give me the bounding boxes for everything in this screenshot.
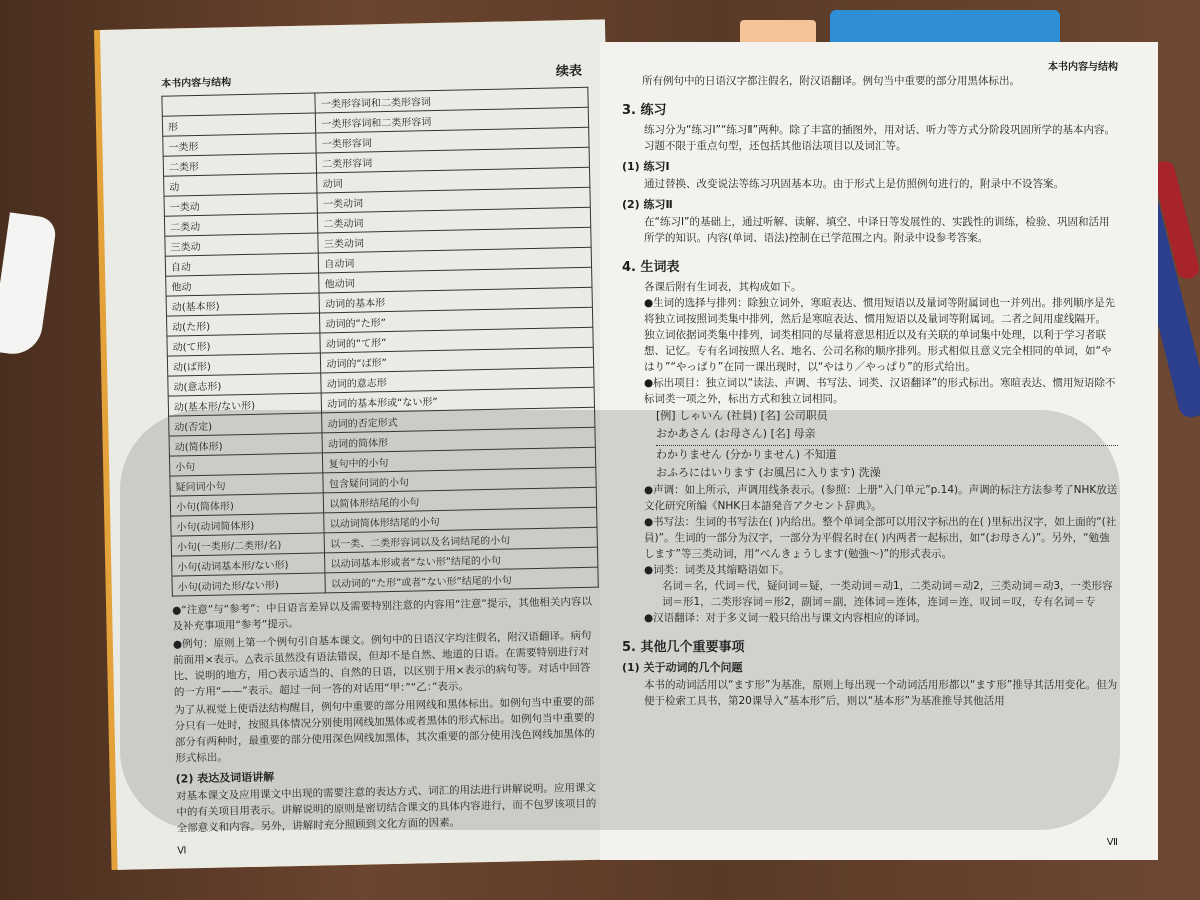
- meaning-cell: 动词的基本形: [319, 287, 592, 313]
- left-page-number: Ⅵ: [177, 845, 187, 857]
- meaning-cell: 以动词简体形结尾的小句: [324, 507, 597, 533]
- abbr-cell: 疑问词小句: [170, 473, 324, 496]
- section-4-title: 4. 生词表: [622, 260, 680, 275]
- abbr-cell: 他动: [166, 273, 320, 296]
- meaning-cell: 动词的基本形或“ない形”: [322, 387, 595, 413]
- meaning-cell: 动词的“た形”: [320, 307, 593, 333]
- example-2: おかあさん (お母さん) [名] 母亲: [656, 427, 816, 440]
- meaning-cell: 一类动词: [317, 187, 590, 213]
- bullet-selection: ●生词的选择与排列：除独立词外，寒暄表达、惯用短语以及量词等附属词也一并列出。排列顺序是先将独立词按照词类集中排列，然后是寒暄表达、惯用短语以及量词等附属词。二者之间用虚线隔开。: [644, 297, 1116, 325]
- abbr-cell: 动(否定): [169, 413, 323, 436]
- sticky-tabs-blue: [830, 10, 1060, 42]
- abbr-cell: 形: [162, 113, 316, 136]
- meaning-cell: 二类动词: [318, 207, 591, 233]
- abbr-cell: 动(基本形): [166, 293, 320, 316]
- abbr-cell: 小句(动词简体形): [171, 513, 325, 536]
- abbr-cell: 动(意志形): [168, 373, 322, 396]
- abbr-cell: 二类形: [163, 153, 317, 176]
- abbr-cell: 自动: [165, 253, 319, 276]
- bullet-translation: ●汉语翻译：对于多义词一般只给出与课文内容相应的译词。: [644, 612, 927, 624]
- example-4: おふろにはいります (お風呂に入ります) 洗澡: [656, 466, 881, 479]
- bullet-pos: ●词类：词类及其缩略语如下。: [644, 564, 790, 576]
- meaning-cell: 二类形容词: [316, 147, 589, 173]
- meaning-cell: 动词的否定形式: [322, 407, 595, 433]
- meaning-cell: 一类形容词和二类形容词: [315, 87, 588, 113]
- abbr-cell: 动(简体形): [169, 433, 323, 456]
- abbr-cell: 一类动: [164, 193, 318, 216]
- abbr-cell: 小句(一类形/二类形/名): [171, 533, 325, 556]
- meaning-cell: 以简体形结尾的小句: [324, 487, 597, 513]
- abbr-cell: 小句(动词た形/ない形): [172, 573, 326, 596]
- abbr-cell: 动(た形): [167, 313, 321, 336]
- subsection-2-text: 对基本课文及应用课文中出现的需要注意的表达方式、词汇的用法进行讲解说明。应用课文中的有关项目用表示。讲解说明的原则是密切结合课文的具体内容进行，而不包罗该项目的全部意义和内容。另外，讲解时充分照顾到文化方面的因素。: [175, 781, 597, 835]
- section-5-title: 5. 其他几个重要事项: [622, 640, 745, 655]
- meaning-cell: 三类动词: [318, 227, 591, 253]
- section-3-2-title: (2) 练习Ⅱ: [622, 198, 673, 211]
- meaning-cell: 动词的意志形: [321, 367, 594, 393]
- abbr-cell: 三类动: [165, 233, 319, 256]
- abbr-cell: 动(ば形): [167, 353, 321, 376]
- abbr-cell: 动(て形): [167, 333, 321, 356]
- meaning-cell: 复句中的小句: [323, 447, 596, 473]
- bullet-tone: ●声调：如上所示，声调用线条表示。(参照：上册“入门单元”p.14)。声调的标注方法参考了NHK放送文化研究所编《NHK日本語発音アクセント辞典》。: [644, 484, 1118, 512]
- section-5-1-text: 本书的动词活用以“ます形”为基准，原则上每出现一个动词活用形都以“ます形”推导其活用变化。但为便于检索工具书，第20课导入“基本形”后，则以“基本形”为基准推导其他活用: [644, 679, 1118, 707]
- section-3-text: 练习分为“练习Ⅰ”“练习Ⅱ”两种。除了丰富的插图外，用对话、听力等方式分阶段巩固所学的基本内容。习题不限于重点句型，还包括其他语法项目以及词汇等。: [644, 124, 1116, 152]
- meaning-cell: 一类形容词和二类形容词: [316, 107, 589, 133]
- meaning-cell: 包含疑问词的小句: [323, 467, 596, 493]
- meaning-cell: 以一类、二类形容词以及名词结尾的小句: [324, 527, 597, 553]
- example-3: わかりません (分かりません) 不知道: [656, 445, 1118, 464]
- left-running-head: 本书内容与结构: [161, 77, 232, 90]
- meaning-cell: 以动词基本形或者“ない形”结尾的小句: [325, 547, 598, 573]
- meaning-cell: 动词的简体形: [322, 427, 595, 453]
- bullet-writing: ●书写法：生词的书写法在( )内给出。整个单词全部可以用汉字标出的在( )里标出汉字，如上面的“(社員)”。生词的一部分为汉字，一部分为平假名时在( )内两者一起标出，如“(お母さん)”。另外，“勉強します”等三类动词，用“べんきょうします(勉強～)”的形式表示。: [644, 516, 1117, 560]
- section-3-2-text: 在“练习Ⅰ”的基础上，通过听解、读解、填空、中译日等发展性的、实践性的训练，检验、巩固和活用所学的知识。内容(单词、语法)控制在已学范围之内。附录中设参考答案。: [644, 216, 1110, 244]
- section-3-title: 3. 练习: [622, 103, 667, 118]
- continued-label: 续表: [555, 63, 583, 80]
- abbr-cell: 小句(动词基本形/ない形): [172, 553, 326, 576]
- meaning-cell: 一类形容词: [316, 127, 589, 153]
- subsection-2-title: (2) 表达及词语讲解: [175, 770, 275, 786]
- intro-line: 所有例句中的日语汉字都注假名，附汉语翻译。例句当中重要的部分用黑体标出。: [642, 75, 1020, 87]
- meaning-cell: 他动词: [319, 267, 592, 293]
- meaning-cell: 动词: [317, 167, 590, 193]
- pos-list: 名词＝名，代词＝代，疑问词＝疑，一类动词＝动1，二类动词＝动2，三类动词＝动3，一类形容词＝形1，二类形容词＝形2，副词＝副，连体词＝连体，连词＝连，叹词＝叹，专有名词＝专: [662, 580, 1113, 608]
- meaning-cell: 动词的“ば形”: [321, 347, 594, 373]
- abbr-cell: 小句(简体形): [170, 493, 324, 516]
- right-page-number: Ⅶ: [1106, 837, 1118, 848]
- bullet-items: ●标出项目：独立词以“读法、声调、书写法、词类、汉语翻译”的形式标出。寒暄表达、惯用短语除不标词类一项之外，标出方式和独立词相同。: [644, 377, 1116, 405]
- meaning-cell: 以动词的“た形”或者“ない形”结尾的小句: [325, 567, 598, 593]
- abbr-cell: 小句: [169, 453, 323, 476]
- section-3-1-title: (1) 练习Ⅰ: [622, 160, 670, 173]
- abbr-cell: 动(基本形/ない形): [168, 393, 322, 416]
- hand-shadow: [120, 410, 1120, 830]
- example-1: [例] しゃいん (社員) [名] 公司职员: [656, 409, 828, 422]
- abbr-cell: 二类动: [164, 213, 318, 236]
- note-paragraph: ●“注意”与“参考”：中日语言差异以及需要特别注意的内容用“注意”提示，其他相关内容以及补充事项用“参考”提示。 ●例句：原则上第一个例句引自基本课文。例句中的日语汉字均注假名，附汉语翻译。病句前面用×表示。△表示虽然没有语法错误，但却不是自然、地道的日语。在需要特别进行对比、说明的地方，用○表示适当的、自然的日语，以区别于用×表示的病句等。对话中回答的一方用“——”表示。超过一问一答的对话用“甲：”“乙：”表示。 为了从视觉上使语法结构醒目，例句中重要的部分用网线和黑体标出。如例句当中重要的部分只有一处时，按照具体情况分别使用网线加黑体或者黑体的形式标出。如例句当中重要的部分有两种时，最重要的部分使用深色网线加黑体，其次重要的部分使用浅色网线加黑体的形式标出。: [172, 595, 595, 765]
- abbr-cell: 动: [164, 173, 318, 196]
- section-3-1-text: 通过替换、改变说法等练习巩固基本功。由于形式上是仿照例句进行的，附录中不设答案。: [644, 178, 1064, 190]
- section-4-intro: 各课后附有生词表，其构成如下。: [644, 281, 802, 293]
- right-running-head: 本书内容与结构: [1048, 62, 1118, 73]
- meaning-cell: 动词的“て形”: [320, 327, 593, 353]
- meaning-cell: 自动词: [319, 247, 592, 273]
- section-5-1-title: (1) 关于动词的几个问题: [622, 661, 743, 674]
- bullet-selection-detail: 独立词依据词类集中排列，词类相同的尽量将意思相近以及有关联的单词集中处理，以利于学习者联想、记忆。专有名词按照人名、地名、公司名称的顺序排列。形式相似且意义完全相同的单词，如“やはり”“やっぱり”在同一课出现时，以“やはり／やっぱり”的形式给出。: [644, 329, 1112, 373]
- abbr-cell: 一类形: [163, 133, 317, 156]
